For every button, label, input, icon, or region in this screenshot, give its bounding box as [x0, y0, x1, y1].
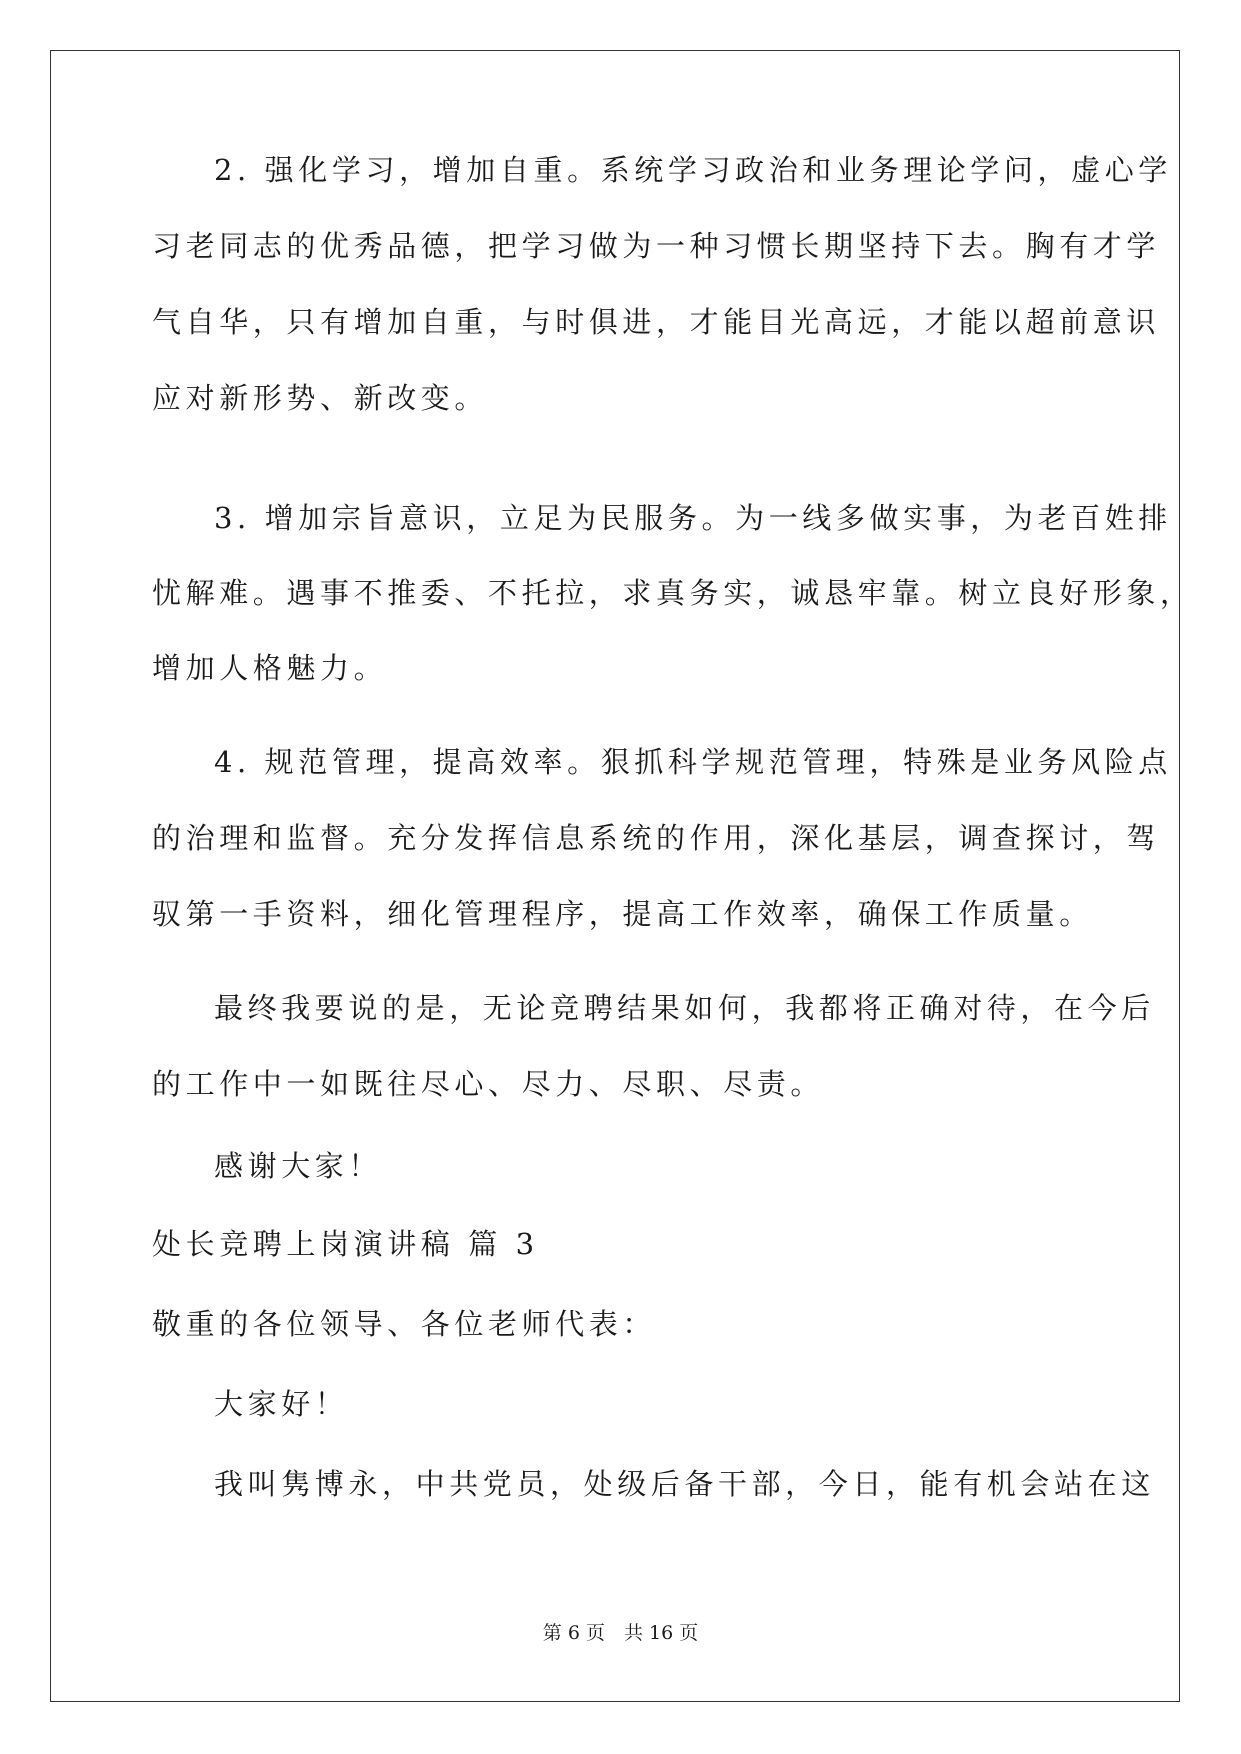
paragraph-2-line-2: 忧解难。遇事不推委、不托拉，求真务实，诚恳牢靠。树立良好形象，	[152, 576, 1194, 610]
paragraph-4-line-2: 的工作中一如既往尽心、尽力、尽职、尽责。	[152, 1067, 825, 1101]
paragraph-2-line-1: 3. 增加宗旨意识，立足为民服务。为一线多做实事，为老百姓排	[214, 501, 1172, 535]
paragraph-3-line-2: 的治理和监督。充分发挥信息系统的作用，深化基层，调查探讨，驾	[152, 821, 1161, 855]
intro-line: 我叫隽博永，中共党员，处级后备干部，今日，能有机会站在这	[214, 1467, 1155, 1501]
paragraph-2-line-3: 增加人格魅力。	[152, 651, 388, 685]
salutation-line: 敬重的各位领导、各位老师代表：	[152, 1307, 657, 1341]
paragraph-1-line-3: 气自华，只有增加自重，与时俱进，才能目光高远，才能以超前意识	[152, 305, 1161, 339]
thanks-line: 感谢大家！	[214, 1149, 383, 1183]
paragraph-4-line-1: 最终我要说的是，无论竞聘结果如何，我都将正确对待，在今后	[214, 991, 1155, 1025]
section-title: 处长竞聘上岗演讲稿 篇 3	[152, 1227, 539, 1261]
paragraph-1-line-4: 应对新形势、新改变。	[152, 381, 489, 415]
paragraph-1-line-1: 2. 强化学习，增加自重。系统学习政治和业务理论学问，虚心学	[214, 153, 1172, 187]
page-number-footer: 第 6 页 共 16 页	[542, 1622, 699, 1644]
paragraph-1-line-2: 习老同志的优秀品德，把学习做为一种习惯长期坚持下去。胸有才学	[152, 229, 1161, 263]
paragraph-3-line-3: 驭第一手资料，细化管理程序，提高工作效率，确保工作质量。	[152, 897, 1093, 931]
greeting-line: 大家好！	[214, 1387, 349, 1421]
paragraph-3-line-1: 4. 规范管理，提高效率。狠抓科学规范管理，特殊是业务风险点	[214, 745, 1172, 779]
page-border	[50, 50, 1180, 1702]
